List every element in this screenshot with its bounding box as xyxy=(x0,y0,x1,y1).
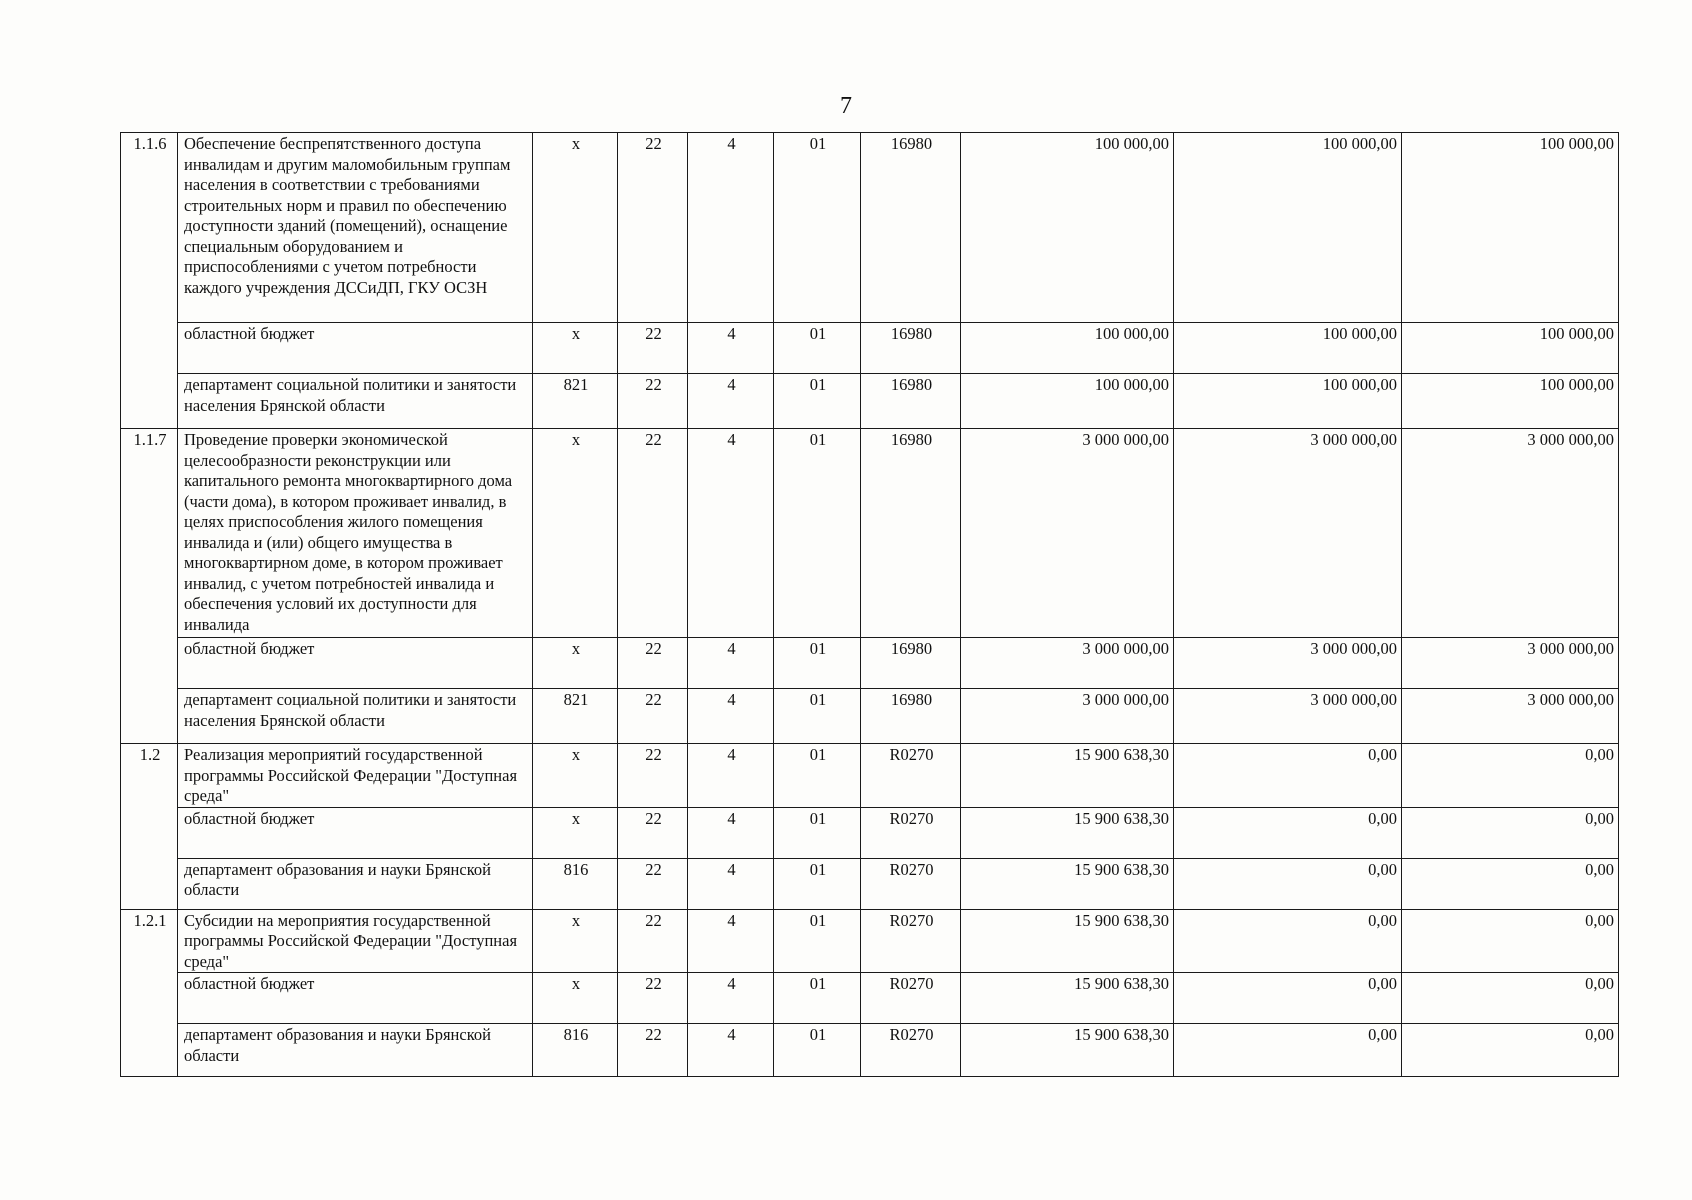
table-row xyxy=(121,689,1619,744)
event-code: 01 xyxy=(774,374,861,429)
subprogram-code: 4 xyxy=(688,689,774,744)
amount-year2: 3 000 000,00 xyxy=(1174,638,1402,689)
amount-year2: 3 000 000,00 xyxy=(1174,429,1402,638)
amount-year1: 15 900 638,30 xyxy=(961,909,1174,973)
event-code: 01 xyxy=(774,133,861,323)
table-row xyxy=(121,429,1619,638)
event-code: 01 xyxy=(774,638,861,689)
item-name: областной бюджет xyxy=(178,973,533,1024)
event-code: 01 xyxy=(774,909,861,973)
program-code: 22 xyxy=(618,909,688,973)
page-number: 7 xyxy=(840,93,852,119)
amount-year3: 3 000 000,00 xyxy=(1402,429,1619,638)
item-name: департамент социальной политики и занятости населения Брянской области xyxy=(178,374,533,429)
item-name: областной бюджет xyxy=(178,638,533,689)
grbs-code: 821 xyxy=(533,689,618,744)
direction-code: R0270 xyxy=(861,858,961,909)
table-row xyxy=(121,858,1619,909)
amount-year2: 0,00 xyxy=(1174,909,1402,973)
item-name: Проведение проверки экономической целесообразности реконструкции или капитального ремонта многоквартирного дома (части дома), в котором проживает инвалид, в целях приспособления жилого помещения инвалида и (или) общего имущества в многоквартирном доме, в котором проживает инвалид, с учетом потребностей инвалида и обеспечения условий их доступности для инвалида xyxy=(178,429,533,638)
table-row xyxy=(121,133,1619,323)
item-name: департамент образования и науки Брянской области xyxy=(178,858,533,909)
event-code: 01 xyxy=(774,744,861,808)
amount-year1: 3 000 000,00 xyxy=(961,429,1174,638)
direction-code: R0270 xyxy=(861,744,961,808)
direction-code: 16980 xyxy=(861,374,961,429)
grbs-code: х xyxy=(533,429,618,638)
direction-code: 16980 xyxy=(861,133,961,323)
table-row xyxy=(121,807,1619,858)
direction-code: R0270 xyxy=(861,1024,961,1077)
amount-year3: 0,00 xyxy=(1402,1024,1619,1077)
subprogram-code: 4 xyxy=(688,429,774,638)
event-code: 01 xyxy=(774,323,861,374)
item-name: областной бюджет xyxy=(178,323,533,374)
amount-year1: 15 900 638,30 xyxy=(961,1024,1174,1077)
item-name: Реализация мероприятий государственной программы Российской Федерации "Доступная среда" xyxy=(178,744,533,808)
direction-code: R0270 xyxy=(861,909,961,973)
item-name: департамент социальной политики и занятости населения Брянской области xyxy=(178,689,533,744)
amount-year1: 100 000,00 xyxy=(961,133,1174,323)
grbs-code: 821 xyxy=(533,374,618,429)
amount-year2: 0,00 xyxy=(1174,973,1402,1024)
subprogram-code: 4 xyxy=(688,909,774,973)
subprogram-code: 4 xyxy=(688,323,774,374)
item-number: 1.2.1 xyxy=(121,909,178,1077)
amount-year1: 15 900 638,30 xyxy=(961,744,1174,808)
grbs-code: х xyxy=(533,744,618,808)
amount-year3: 0,00 xyxy=(1402,973,1619,1024)
grbs-code: х xyxy=(533,909,618,973)
subprogram-code: 4 xyxy=(688,858,774,909)
program-code: 22 xyxy=(618,1024,688,1077)
program-code: 22 xyxy=(618,133,688,323)
amount-year2: 0,00 xyxy=(1174,807,1402,858)
subprogram-code: 4 xyxy=(688,1024,774,1077)
direction-code: R0270 xyxy=(861,973,961,1024)
amount-year1: 100 000,00 xyxy=(961,374,1174,429)
program-code: 22 xyxy=(618,858,688,909)
amount-year3: 100 000,00 xyxy=(1402,323,1619,374)
amount-year2: 100 000,00 xyxy=(1174,323,1402,374)
amount-year3: 0,00 xyxy=(1402,858,1619,909)
amount-year2: 0,00 xyxy=(1174,744,1402,808)
direction-code: 16980 xyxy=(861,323,961,374)
amount-year3: 3 000 000,00 xyxy=(1402,638,1619,689)
subprogram-code: 4 xyxy=(688,133,774,323)
amount-year2: 100 000,00 xyxy=(1174,374,1402,429)
amount-year2: 0,00 xyxy=(1174,858,1402,909)
item-name: областной бюджет xyxy=(178,807,533,858)
grbs-code: 816 xyxy=(533,858,618,909)
amount-year3: 100 000,00 xyxy=(1402,374,1619,429)
amount-year3: 0,00 xyxy=(1402,807,1619,858)
grbs-code: 816 xyxy=(533,1024,618,1077)
table-row xyxy=(121,909,1619,973)
program-code: 22 xyxy=(618,638,688,689)
subprogram-code: 4 xyxy=(688,744,774,808)
amount-year1: 15 900 638,30 xyxy=(961,807,1174,858)
grbs-code: х xyxy=(533,133,618,323)
event-code: 01 xyxy=(774,429,861,638)
amount-year3: 0,00 xyxy=(1402,909,1619,973)
budget-table xyxy=(120,132,1619,1077)
event-code: 01 xyxy=(774,973,861,1024)
grbs-code: х xyxy=(533,807,618,858)
amount-year3: 0,00 xyxy=(1402,744,1619,808)
direction-code: 16980 xyxy=(861,429,961,638)
item-name: Субсидии на мероприятия государственной программы Российской Федерации "Доступная среда" xyxy=(178,909,533,973)
direction-code: 16980 xyxy=(861,638,961,689)
item-name: департамент образования и науки Брянской области xyxy=(178,1024,533,1077)
grbs-code: х xyxy=(533,973,618,1024)
event-code: 01 xyxy=(774,689,861,744)
direction-code: R0270 xyxy=(861,807,961,858)
subprogram-code: 4 xyxy=(688,973,774,1024)
amount-year1: 100 000,00 xyxy=(961,323,1174,374)
amount-year3: 3 000 000,00 xyxy=(1402,689,1619,744)
grbs-code: х xyxy=(533,323,618,374)
amount-year3: 100 000,00 xyxy=(1402,133,1619,323)
item-name: Обеспечение беспрепятственного доступа инвалидам и другим маломобильным группам населения в соответствии с требованиями строительных норм и правил по обеспечению доступности зданий (помещений), оснащение специальным оборудованием и приспособлениями с учетом потребности каждого учреждения ДССиДП, ГКУ ОСЗН xyxy=(178,133,533,323)
table-row xyxy=(121,323,1619,374)
amount-year1: 3 000 000,00 xyxy=(961,689,1174,744)
item-number: 1.1.7 xyxy=(121,429,178,744)
program-code: 22 xyxy=(618,973,688,1024)
amount-year2: 100 000,00 xyxy=(1174,133,1402,323)
program-code: 22 xyxy=(618,323,688,374)
program-code: 22 xyxy=(618,689,688,744)
table-row xyxy=(121,744,1619,808)
program-code: 22 xyxy=(618,374,688,429)
table-row xyxy=(121,638,1619,689)
event-code: 01 xyxy=(774,858,861,909)
program-code: 22 xyxy=(618,429,688,638)
event-code: 01 xyxy=(774,1024,861,1077)
grbs-code: х xyxy=(533,638,618,689)
subprogram-code: 4 xyxy=(688,807,774,858)
amount-year1: 15 900 638,30 xyxy=(961,973,1174,1024)
table-row xyxy=(121,374,1619,429)
amount-year2: 3 000 000,00 xyxy=(1174,689,1402,744)
program-code: 22 xyxy=(618,807,688,858)
item-number: 1.1.6 xyxy=(121,133,178,429)
amount-year1: 3 000 000,00 xyxy=(961,638,1174,689)
item-number: 1.2 xyxy=(121,744,178,910)
subprogram-code: 4 xyxy=(688,374,774,429)
program-code: 22 xyxy=(618,744,688,808)
table-row xyxy=(121,973,1619,1024)
subprogram-code: 4 xyxy=(688,638,774,689)
table-row xyxy=(121,1024,1619,1077)
direction-code: 16980 xyxy=(861,689,961,744)
event-code: 01 xyxy=(774,807,861,858)
amount-year1: 15 900 638,30 xyxy=(961,858,1174,909)
amount-year2: 0,00 xyxy=(1174,1024,1402,1077)
